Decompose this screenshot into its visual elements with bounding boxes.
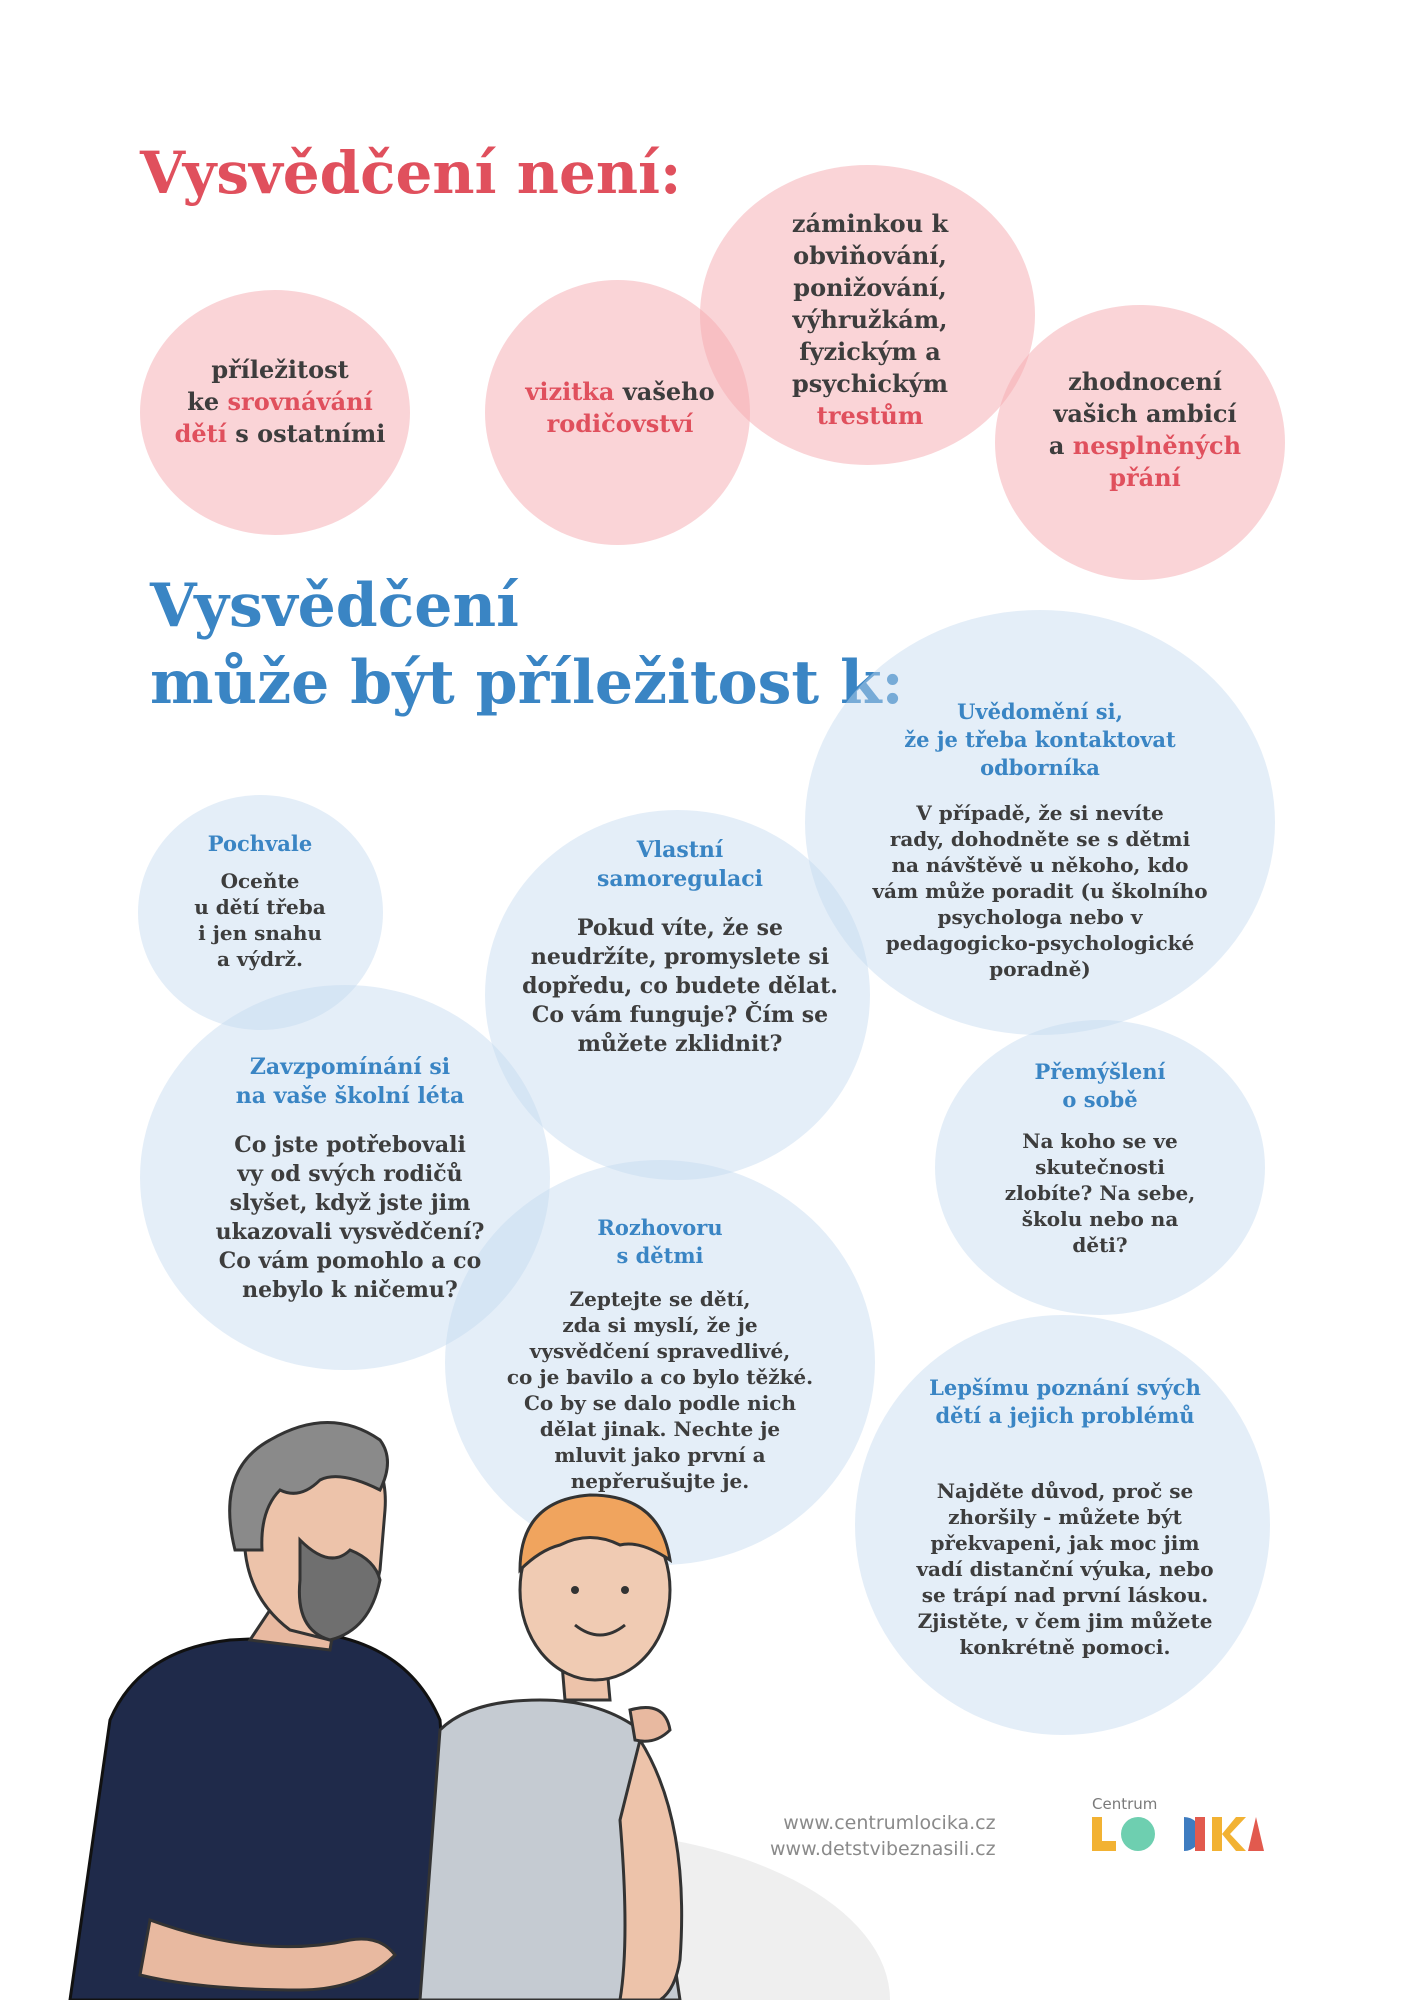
card-odbornik-body: V případě, že si nevíte rady, dohodněte se s dětmi na návštěvě u někoho, kdo vám může poradit (u školního psychologa nebo v pedagogicko-psychologické poradně): [872, 801, 1208, 981]
card-pochvale-body: Oceňte u dětí třeba i jen snahu a výdrž.: [194, 869, 326, 971]
heading-vysvedceni-neni: Vysvědčení není:: [140, 139, 682, 207]
bubble-text-part: obviňování,: [793, 241, 947, 270]
bubble-text-part: trestům: [816, 401, 924, 430]
card-samoregulace-body: Pokud víte, že se neudržíte, promyslete si dopředu, co budete dělat. Co vám funguje? Čím se můžete zklidnit?: [522, 915, 838, 1057]
bubble-text-zhodnoceni: [1005, 366, 1285, 494]
heading-prilezitost-line2: může být příležitost k:: [150, 648, 904, 718]
link-centrumlocika[interactable]: www.centrumlocika.cz: [783, 1812, 996, 1834]
bubble-text-part: vašich ambicí: [1053, 399, 1237, 428]
bubble-text-part: záminkou k: [791, 209, 949, 238]
card-zavzpominani: [170, 1053, 530, 1305]
bubble-text-vizitka: [495, 376, 745, 440]
bubble-text-part: rodičovství: [546, 409, 694, 438]
bubble-text-part: s ostatními: [226, 419, 386, 448]
card-premysleni-title: Přemýšlení o sobě: [1034, 1059, 1166, 1112]
card-rozhovoru-body: Zeptejte se dětí, zda si myslí, že je vysvědčení spravedlivé, co je bavilo a co bylo těžké. Co by se dalo podle nich dělat jinak. Nechte je mluvit jako první a nepřerušujte je.: [506, 1287, 814, 1493]
logo-centrum-text: Centrum: [1092, 1795, 1158, 1813]
card-zavzpominani-body: Co jste potřebovali vy od svých rodičů slyšet, když jste jim ukazovali vysvědčení? Co vám pomohlo a co nebylo k ničemu?: [215, 1132, 485, 1303]
footer-links: [770, 1810, 996, 1862]
bubble-text-part: ke: [187, 387, 228, 416]
card-rozhovoru-title: Rozhovoru s dětmi: [597, 1215, 723, 1268]
bubble-text-part: ponižování,: [793, 273, 947, 302]
father-and-son-illustration: [0, 1400, 900, 2000]
heading-prilezitost-line1: Vysvědčení: [150, 571, 519, 641]
card-poznani-title: Lepšímu poznání svých dětí a jejich problémů: [929, 1375, 1201, 1428]
bubble-text-part: dětí: [174, 419, 227, 448]
card-premysleni: [960, 1058, 1240, 1258]
heading-prilezitost: [150, 572, 904, 718]
card-poznani-body: Najděte důvod, proč se zhoršily - můžete být překvapeni, jak moc jim vadí distanční výuka, nebo se trápí nad první láskou. Zjistěte, v čem jim můžete konkrétně pomoci.: [916, 1479, 1214, 1659]
card-zavzpominani-title: Zavzpomínání si na vaše školní léta: [235, 1054, 465, 1109]
card-premysleni-body: Na koho se ve skutečnosti zlobíte? Na sebe, školu nebo na děti?: [1004, 1129, 1196, 1257]
bubble-text-part: přání: [1109, 463, 1181, 492]
locika-logo: [1090, 1795, 1265, 1859]
bubble-text-part: nesplněných: [1072, 431, 1242, 460]
card-samoregulace: [500, 836, 860, 1059]
bubble-text-srovnavani: [150, 354, 410, 450]
card-pochvale-title: Pochvale: [207, 831, 313, 856]
bubble-text-part: psychickým: [792, 369, 948, 398]
card-odbornik-title: Uvědomění si, že je třeba kontaktovat odborníka: [904, 699, 1176, 780]
card-poznani: [880, 1374, 1250, 1660]
bubble-text-part: výhružkám,: [792, 305, 948, 334]
bubble-text-part: srovnávání: [227, 387, 373, 416]
bubble-text-part: příležitost: [211, 355, 349, 384]
bubble-text-part: vašeho: [614, 377, 715, 406]
bubble-text-part: zhodnocení: [1068, 367, 1222, 396]
logo-locika-letters: [1090, 1813, 1265, 1855]
card-samoregulace-title: Vlastní samoregulaci: [597, 837, 763, 892]
card-odbornik: [830, 698, 1250, 982]
bubble-text-part: fyzickým a: [799, 337, 941, 366]
link-detstvibeznasili[interactable]: www.detstvibeznasili.cz: [770, 1838, 996, 1860]
bubble-text-zaminkou: [740, 208, 1000, 432]
bubble-text-part: a: [1048, 431, 1073, 460]
bubble-text-part: vizitka: [525, 377, 615, 406]
card-pochvale: [160, 830, 360, 972]
